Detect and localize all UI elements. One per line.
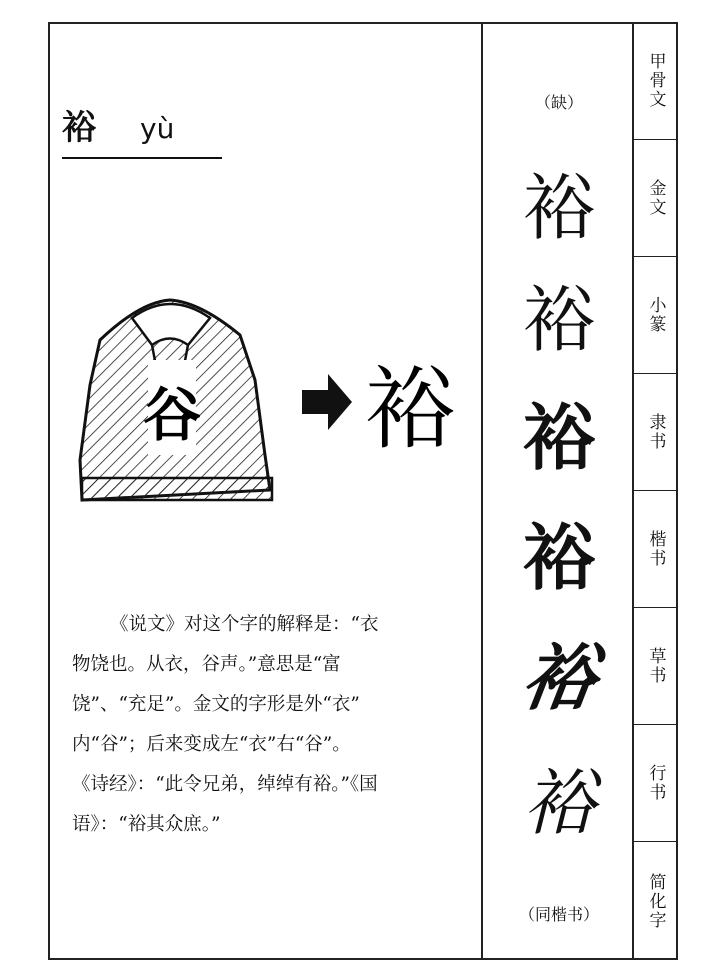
- text-line: 饶”、“充足”。金文的字形是外“衣”: [72, 694, 360, 715]
- tab-label: 楷书: [645, 530, 666, 568]
- tab-seal[interactable]: [634, 257, 678, 374]
- oracle-missing-note: （缺）: [534, 93, 583, 112]
- text-line: 《说文》对这个字的解释是：“衣: [110, 614, 379, 635]
- tab-label: 甲骨文: [645, 52, 666, 109]
- text-line: 内“谷”；后来变成左“衣”右“谷”。: [72, 734, 351, 755]
- tab-label: 隶书: [645, 413, 666, 451]
- seal-glyph: 裕: [522, 278, 595, 362]
- tab-bronze[interactable]: [634, 140, 678, 257]
- tab-simplified[interactable]: [634, 842, 678, 960]
- headword-pinyin: yù: [140, 112, 175, 145]
- simplified-note: （同楷书）: [518, 905, 599, 924]
- text-line: 《诗经》：“此令兄弟，绰绰有裕。”《国: [72, 774, 378, 795]
- tab-label: 金文: [645, 179, 666, 217]
- tab-label: 小篆: [645, 296, 666, 334]
- tab-label: 草书: [645, 647, 666, 685]
- text-line: 语》：“裕其众庶。”: [72, 814, 221, 835]
- tab-label: 简化字: [645, 872, 666, 930]
- bronze-glyph: 裕: [522, 166, 595, 250]
- headword-underline: [62, 157, 222, 159]
- regular-glyph: 裕: [522, 515, 595, 600]
- clerical-glyph: 裕: [522, 395, 595, 480]
- tab-label: 行书: [645, 764, 666, 802]
- script-forms-column: [484, 22, 634, 960]
- tab-oracle[interactable]: [634, 22, 678, 140]
- tab-regular[interactable]: [634, 491, 678, 608]
- tab-running[interactable]: [634, 725, 678, 842]
- running-glyph: 裕: [522, 761, 595, 845]
- explanation-text: [72, 605, 467, 845]
- arrow-right-icon: [302, 374, 352, 430]
- text-line: 物饶也。从衣，谷声。”意思是“富: [72, 654, 341, 675]
- evolved-char: 裕: [365, 357, 455, 462]
- robe-inner-char: 谷: [142, 381, 202, 449]
- script-tabs: [634, 22, 678, 960]
- cursive-glyph: 裕: [517, 635, 602, 720]
- garment-illustration: [70, 290, 470, 520]
- column-divider: [481, 22, 483, 960]
- headword-char: 裕: [62, 108, 96, 148]
- tab-clerical[interactable]: [634, 374, 678, 491]
- tab-cursive[interactable]: [634, 608, 678, 725]
